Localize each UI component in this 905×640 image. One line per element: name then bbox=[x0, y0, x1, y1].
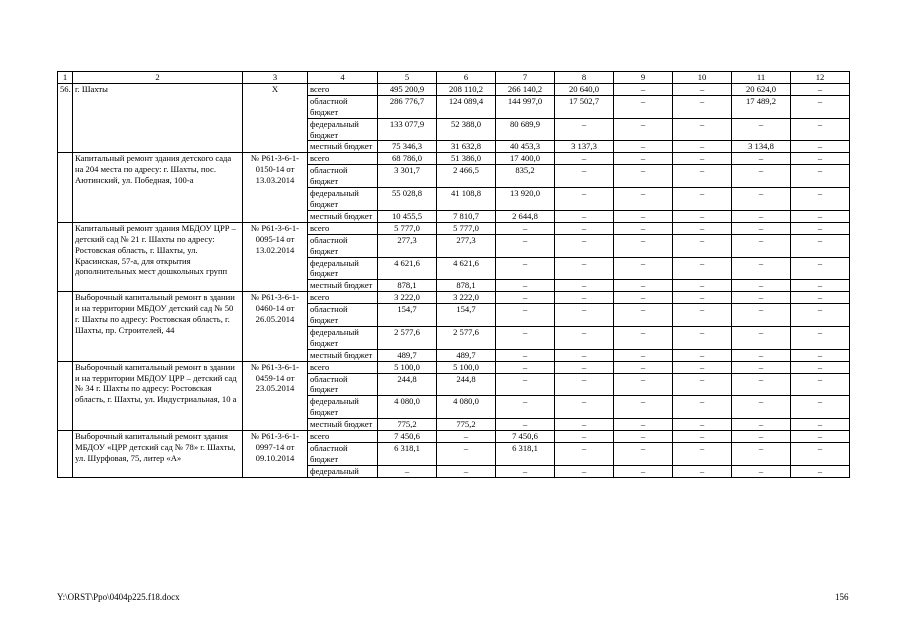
amount-cell: 286 776,7 bbox=[378, 95, 437, 118]
amount-cell: – bbox=[496, 222, 555, 234]
amount-cell: – bbox=[614, 396, 673, 419]
amount-cell: – bbox=[673, 210, 732, 222]
column-header: 8 bbox=[555, 72, 614, 84]
funding-source: местный бюджет bbox=[308, 280, 378, 292]
amount-cell: – bbox=[673, 361, 732, 373]
amount-cell: – bbox=[555, 304, 614, 327]
amount-cell: 5 777,0 bbox=[437, 222, 496, 234]
amount-cell: – bbox=[496, 396, 555, 419]
amount-cell: – bbox=[673, 304, 732, 327]
table-row bbox=[58, 431, 850, 443]
amount-cell: – bbox=[673, 153, 732, 165]
funding-source: федеральный бюджет bbox=[308, 188, 378, 211]
amount-cell: 68 786,0 bbox=[378, 153, 437, 165]
amount-cell: – bbox=[614, 443, 673, 466]
amount-cell: – bbox=[732, 326, 791, 349]
budget-table bbox=[57, 71, 850, 478]
amount-cell: – bbox=[732, 419, 791, 431]
column-header: 10 bbox=[673, 72, 732, 84]
amount-cell: – bbox=[673, 443, 732, 466]
funding-source: федеральный бюджет bbox=[308, 118, 378, 141]
amount-cell: – bbox=[555, 165, 614, 188]
amount-cell: – bbox=[732, 304, 791, 327]
amount-cell: – bbox=[791, 292, 850, 304]
amount-cell: 3 301,7 bbox=[378, 165, 437, 188]
amount-cell: – bbox=[673, 465, 732, 477]
amount-cell: – bbox=[732, 292, 791, 304]
amount-cell: – bbox=[555, 396, 614, 419]
column-header: 6 bbox=[437, 72, 496, 84]
amount-cell: – bbox=[732, 257, 791, 280]
row-number bbox=[58, 222, 73, 291]
amount-cell: – bbox=[732, 210, 791, 222]
amount-cell: 41 108,8 bbox=[437, 188, 496, 211]
amount-cell: 878,1 bbox=[437, 280, 496, 292]
amount-cell: 2 466,5 bbox=[437, 165, 496, 188]
footer-file-path: Y:\ORST\Ppo\0404p225.f18.docx bbox=[57, 592, 180, 602]
object-name: Капитальный ремонт здания МБДОУ ЦРР – детский сад № 21 г. Шахты по адресу: Ростовская область, г. Шахты, ул. Красинская, 57-а, для открытия дополнительных мест дошкольных групп bbox=[73, 222, 243, 291]
amount-cell: – bbox=[555, 118, 614, 141]
amount-cell: – bbox=[614, 165, 673, 188]
amount-cell: – bbox=[791, 188, 850, 211]
amount-cell: 5 777,0 bbox=[378, 222, 437, 234]
amount-cell: 5 100,0 bbox=[437, 361, 496, 373]
amount-cell: – bbox=[732, 465, 791, 477]
funding-source: всего bbox=[308, 83, 378, 95]
amount-cell: – bbox=[673, 326, 732, 349]
amount-cell: – bbox=[555, 257, 614, 280]
amount-cell: 775,2 bbox=[437, 419, 496, 431]
amount-cell: 277,3 bbox=[378, 234, 437, 257]
amount-cell: – bbox=[555, 234, 614, 257]
amount-cell: 7 450,6 bbox=[378, 431, 437, 443]
amount-cell: – bbox=[791, 326, 850, 349]
table-row bbox=[58, 222, 850, 234]
funding-source: федеральный бюджет bbox=[308, 257, 378, 280]
amount-cell: – bbox=[614, 188, 673, 211]
table-row bbox=[58, 83, 850, 95]
funding-source: всего bbox=[308, 431, 378, 443]
amount-cell: – bbox=[555, 210, 614, 222]
amount-cell: – bbox=[732, 280, 791, 292]
amount-cell: 20 624,0 bbox=[732, 83, 791, 95]
amount-cell: – bbox=[732, 188, 791, 211]
amount-cell: – bbox=[614, 304, 673, 327]
amount-cell: – bbox=[496, 280, 555, 292]
amount-cell: – bbox=[614, 83, 673, 95]
amount-cell: – bbox=[673, 234, 732, 257]
column-header: 9 bbox=[614, 72, 673, 84]
amount-cell: – bbox=[437, 431, 496, 443]
amount-cell: 13 920,0 bbox=[496, 188, 555, 211]
document-ref: № Р61-3-6-1-0459-14 от 23.05.2014 bbox=[243, 361, 308, 430]
table-row bbox=[58, 153, 850, 165]
amount-cell: – bbox=[732, 443, 791, 466]
funding-source: областной бюджет bbox=[308, 373, 378, 396]
amount-cell: 6 318,1 bbox=[378, 443, 437, 466]
amount-cell: – bbox=[673, 349, 732, 361]
amount-cell: – bbox=[791, 361, 850, 373]
amount-cell: – bbox=[614, 431, 673, 443]
amount-cell: – bbox=[732, 222, 791, 234]
amount-cell: 2 577,6 bbox=[437, 326, 496, 349]
amount-cell: 277,3 bbox=[437, 234, 496, 257]
amount-cell: – bbox=[614, 234, 673, 257]
amount-cell: 154,7 bbox=[378, 304, 437, 327]
document-ref: № Р61-3-6-1-0460-14 от 26.05.2014 bbox=[243, 292, 308, 361]
amount-cell: – bbox=[378, 465, 437, 477]
document-ref: № Р61-3-6-1-0150-14 от 13.03.2014 bbox=[243, 153, 308, 222]
amount-cell: – bbox=[496, 326, 555, 349]
amount-cell: 144 997,0 bbox=[496, 95, 555, 118]
row-number bbox=[58, 361, 73, 430]
column-header: 4 bbox=[308, 72, 378, 84]
amount-cell: – bbox=[673, 396, 732, 419]
amount-cell: 2 644,8 bbox=[496, 210, 555, 222]
amount-cell: 52 388,0 bbox=[437, 118, 496, 141]
amount-cell: – bbox=[614, 280, 673, 292]
amount-cell: – bbox=[673, 292, 732, 304]
column-header: 1 bbox=[58, 72, 73, 84]
amount-cell: – bbox=[791, 153, 850, 165]
funding-source: федеральный bbox=[308, 465, 378, 477]
amount-cell: 7 450,6 bbox=[496, 431, 555, 443]
amount-cell: – bbox=[791, 396, 850, 419]
amount-cell: 489,7 bbox=[437, 349, 496, 361]
amount-cell: 4 621,6 bbox=[437, 257, 496, 280]
amount-cell: 17 489,2 bbox=[732, 95, 791, 118]
amount-cell: – bbox=[673, 141, 732, 153]
amount-cell: – bbox=[496, 349, 555, 361]
amount-cell: – bbox=[673, 222, 732, 234]
amount-cell: – bbox=[555, 292, 614, 304]
amount-cell: – bbox=[791, 257, 850, 280]
funding-source: областной бюджет bbox=[308, 304, 378, 327]
row-number bbox=[58, 431, 73, 478]
amount-cell: – bbox=[791, 141, 850, 153]
amount-cell: – bbox=[614, 210, 673, 222]
funding-source: областной бюджет bbox=[308, 234, 378, 257]
amount-cell: – bbox=[555, 419, 614, 431]
funding-source: федеральный бюджет bbox=[308, 326, 378, 349]
amount-cell: – bbox=[673, 188, 732, 211]
amount-cell: – bbox=[555, 188, 614, 211]
amount-cell: – bbox=[791, 280, 850, 292]
amount-cell: – bbox=[791, 304, 850, 327]
amount-cell: – bbox=[614, 141, 673, 153]
amount-cell: – bbox=[732, 234, 791, 257]
amount-cell: – bbox=[614, 349, 673, 361]
amount-cell: 4 080,0 bbox=[437, 396, 496, 419]
document-ref: Х bbox=[243, 83, 308, 152]
amount-cell: – bbox=[555, 465, 614, 477]
amount-cell: 208 110,2 bbox=[437, 83, 496, 95]
amount-cell: 55 028,8 bbox=[378, 188, 437, 211]
amount-cell: – bbox=[496, 419, 555, 431]
amount-cell: – bbox=[555, 431, 614, 443]
funding-source: всего bbox=[308, 153, 378, 165]
amount-cell: – bbox=[791, 234, 850, 257]
amount-cell: – bbox=[732, 153, 791, 165]
amount-cell: 495 200,9 bbox=[378, 83, 437, 95]
amount-cell: 40 453,3 bbox=[496, 141, 555, 153]
amount-cell: – bbox=[555, 373, 614, 396]
amount-cell: 80 689,9 bbox=[496, 118, 555, 141]
amount-cell: – bbox=[614, 419, 673, 431]
amount-cell: – bbox=[614, 292, 673, 304]
column-header: 3 bbox=[243, 72, 308, 84]
amount-cell: – bbox=[496, 361, 555, 373]
amount-cell: – bbox=[791, 95, 850, 118]
amount-cell: – bbox=[555, 280, 614, 292]
amount-cell: – bbox=[673, 419, 732, 431]
amount-cell: 5 100,0 bbox=[378, 361, 437, 373]
column-header: 11 bbox=[732, 72, 791, 84]
amount-cell: – bbox=[555, 222, 614, 234]
amount-cell: – bbox=[791, 373, 850, 396]
amount-cell: – bbox=[437, 443, 496, 466]
amount-cell: 489,7 bbox=[378, 349, 437, 361]
amount-cell: – bbox=[496, 373, 555, 396]
amount-cell: – bbox=[673, 118, 732, 141]
amount-cell: – bbox=[614, 222, 673, 234]
table-body bbox=[58, 72, 850, 478]
amount-cell: 775,2 bbox=[378, 419, 437, 431]
amount-cell: – bbox=[673, 431, 732, 443]
amount-cell: – bbox=[555, 349, 614, 361]
amount-cell: – bbox=[555, 361, 614, 373]
amount-cell: 10 455,5 bbox=[378, 210, 437, 222]
amount-cell: – bbox=[791, 419, 850, 431]
amount-cell: – bbox=[732, 165, 791, 188]
amount-cell: – bbox=[555, 443, 614, 466]
funding-source: областной бюджет bbox=[308, 95, 378, 118]
amount-cell: 20 640,0 bbox=[555, 83, 614, 95]
amount-cell: – bbox=[791, 83, 850, 95]
funding-source: областной бюджет bbox=[308, 443, 378, 466]
amount-cell: – bbox=[614, 257, 673, 280]
amount-cell: 51 386,0 bbox=[437, 153, 496, 165]
amount-cell: – bbox=[791, 443, 850, 466]
amount-cell: 3 134,8 bbox=[732, 141, 791, 153]
amount-cell: 2 577,6 bbox=[378, 326, 437, 349]
amount-cell: – bbox=[496, 465, 555, 477]
object-name: Выборочный капитальный ремонт здания МБДОУ «ЦРР детский сад № 78» г. Шахты, ул. Шурфовая, 75, литер «А» bbox=[73, 431, 243, 478]
funding-source: всего bbox=[308, 222, 378, 234]
amount-cell: 4 621,6 bbox=[378, 257, 437, 280]
amount-cell: 878,1 bbox=[378, 280, 437, 292]
amount-cell: – bbox=[673, 280, 732, 292]
header-row bbox=[58, 72, 850, 84]
row-number bbox=[58, 292, 73, 361]
amount-cell: 3 222,0 bbox=[437, 292, 496, 304]
amount-cell: – bbox=[791, 222, 850, 234]
funding-source: местный бюджет bbox=[308, 349, 378, 361]
amount-cell: – bbox=[791, 165, 850, 188]
amount-cell: – bbox=[673, 95, 732, 118]
row-number bbox=[58, 153, 73, 222]
document-ref: № Р61-3-6-1-0997-14 от 09.10.2014 bbox=[243, 431, 308, 478]
amount-cell: 4 080,0 bbox=[378, 396, 437, 419]
amount-cell: – bbox=[496, 234, 555, 257]
object-name: Выборочный капитальный ремонт в здании и на территории МБДОУ ЦРР – детский сад № 34 г. Шахты по адресу: Ростовская область, г. Шахты, ул. Индустриальная, 10 а bbox=[73, 361, 243, 430]
row-number: 56. bbox=[58, 83, 73, 152]
amount-cell: 835,2 bbox=[496, 165, 555, 188]
amount-cell: – bbox=[614, 118, 673, 141]
amount-cell: 31 632,8 bbox=[437, 141, 496, 153]
amount-cell: 6 318,1 bbox=[496, 443, 555, 466]
amount-cell: – bbox=[614, 95, 673, 118]
amount-cell: – bbox=[732, 431, 791, 443]
amount-cell: 3 222,0 bbox=[378, 292, 437, 304]
amount-cell: – bbox=[732, 349, 791, 361]
table-row bbox=[58, 361, 850, 373]
amount-cell: – bbox=[791, 118, 850, 141]
amount-cell: – bbox=[791, 349, 850, 361]
funding-source: местный бюджет bbox=[308, 141, 378, 153]
amount-cell: – bbox=[555, 153, 614, 165]
column-header: 2 bbox=[73, 72, 243, 84]
amount-cell: – bbox=[673, 373, 732, 396]
amount-cell: – bbox=[673, 165, 732, 188]
funding-source: всего bbox=[308, 292, 378, 304]
amount-cell: – bbox=[496, 304, 555, 327]
funding-source: местный бюджет bbox=[308, 419, 378, 431]
amount-cell: – bbox=[791, 210, 850, 222]
funding-source: федеральный бюджет bbox=[308, 396, 378, 419]
column-header: 5 bbox=[378, 72, 437, 84]
table-row bbox=[58, 292, 850, 304]
column-header: 7 bbox=[496, 72, 555, 84]
amount-cell: – bbox=[673, 83, 732, 95]
amount-cell: 244,8 bbox=[437, 373, 496, 396]
amount-cell: 17 502,7 bbox=[555, 95, 614, 118]
amount-cell: – bbox=[496, 257, 555, 280]
amount-cell: 244,8 bbox=[378, 373, 437, 396]
page-number: 156 bbox=[835, 592, 849, 602]
funding-source: всего bbox=[308, 361, 378, 373]
amount-cell: – bbox=[732, 361, 791, 373]
amount-cell: – bbox=[614, 373, 673, 396]
column-header: 12 bbox=[791, 72, 850, 84]
amount-cell: – bbox=[732, 373, 791, 396]
object-name: Выборочный капитальный ремонт в здании и на территории МБДОУ детский сад № 50 г. Шахты по адресу: Ростовская область, г. Шахты, пр. Строителей, 44 bbox=[73, 292, 243, 361]
amount-cell: – bbox=[791, 465, 850, 477]
amount-cell: – bbox=[614, 326, 673, 349]
amount-cell: – bbox=[614, 361, 673, 373]
amount-cell: – bbox=[496, 292, 555, 304]
document-ref: № Р61-3-6-1-0095-14 от 13.02.2014 bbox=[243, 222, 308, 291]
amount-cell: 133 077,9 bbox=[378, 118, 437, 141]
amount-cell: – bbox=[437, 465, 496, 477]
amount-cell: 124 089,4 bbox=[437, 95, 496, 118]
amount-cell: 3 137,3 bbox=[555, 141, 614, 153]
funding-source: областной бюджет bbox=[308, 165, 378, 188]
amount-cell: 266 140,2 bbox=[496, 83, 555, 95]
amount-cell: 154,7 bbox=[437, 304, 496, 327]
amount-cell: 17 400,0 bbox=[496, 153, 555, 165]
amount-cell: – bbox=[614, 465, 673, 477]
amount-cell: – bbox=[732, 118, 791, 141]
amount-cell: – bbox=[555, 326, 614, 349]
object-name: г. Шахты bbox=[73, 83, 243, 152]
amount-cell: – bbox=[673, 257, 732, 280]
amount-cell: – bbox=[614, 153, 673, 165]
amount-cell: 75 346,3 bbox=[378, 141, 437, 153]
funding-source: местный бюджет bbox=[308, 210, 378, 222]
amount-cell: – bbox=[791, 431, 850, 443]
object-name: Капитальный ремонт здания детского сада на 204 места по адресу: г. Шахты, пос. Аютинский, ул. Победная, 100-а bbox=[73, 153, 243, 222]
amount-cell: – bbox=[732, 396, 791, 419]
amount-cell: 7 810,7 bbox=[437, 210, 496, 222]
